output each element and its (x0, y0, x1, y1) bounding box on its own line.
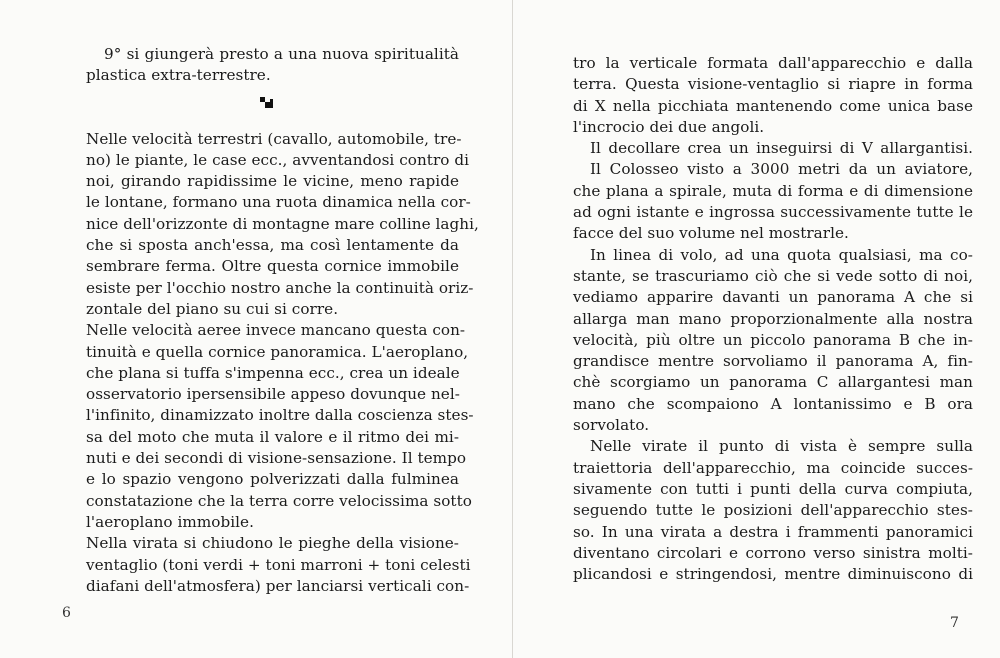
text-line: velocità, più oltre un piccolo panorama B che in- (573, 330, 973, 349)
text-line: mano che scompaiono A lontanissimo e B ora (573, 394, 973, 413)
text-line: sorvolato. (573, 416, 650, 435)
text-line: di X nella picchiata mantenendo come unica base (573, 96, 973, 115)
text-line: che plana si tuffa s'impenna ecc., crea un ideale (86, 363, 460, 382)
text-line: le lontane, formano una ruota dinamica nella cor- (86, 193, 471, 212)
text-line: Il decollare crea un inseguirsi di V allargantisi. (590, 139, 973, 158)
text-line: sembrare ferma. Oltre questa cornice immobile (86, 257, 459, 276)
text-line: e lo spazio vengono polverizzati dalla fulminea (86, 470, 459, 489)
text-line: l'infinito, dinamizzato inoltre dalla coscienza stes- (86, 406, 474, 425)
text-line: terra. Questa visione-ventaglio si riapre in forma (573, 75, 973, 94)
text-line: diventano circolari e corrono verso sinistra molti- (573, 543, 973, 562)
text-line: sivamente con tutti i punti della curva compiuta, (573, 479, 973, 498)
text-line: no) le piante, le case ecc., avventandosi contro di (86, 150, 470, 169)
text-line: nuti e dei secondi di visione-sensazione. Il tempo (86, 449, 467, 468)
text-line: tinuità e quella cornice panoramica. L'aeroplano, (86, 342, 469, 361)
text-line: stante, se trascuriamo ciò che si vede sotto di noi, (573, 266, 973, 285)
text-line: nice dell'orizzonte di montagne mare colline laghi, (86, 214, 479, 233)
text-line: seguendo tutte le posizioni dell'apparecchio stes- (573, 501, 973, 520)
text-line: l'aeroplano immobile. (86, 512, 254, 531)
text-line: sa del moto che muta il valore e il ritmo dei mi- (86, 427, 459, 446)
text-line: ad ogni istante e ingrossa successivamente tutte le (573, 203, 973, 222)
text-line: esiste per l'occhio nostro anche la continuità oriz- (86, 278, 474, 297)
right-page (512, 0, 1000, 658)
text-line: zontale del piano su cui si corre. (86, 299, 339, 318)
text-line: Il Colosseo visto a 3000 metri da un aviatore, (590, 160, 973, 179)
text-line: facce del suo volume nel mostrarle. (573, 224, 849, 243)
text-line: plastica extra-terrestre. (86, 66, 271, 85)
text-line: Nelle velocità aeree invece mancano questa con- (86, 321, 466, 340)
text-line: constatazione che la terra corre velocissima sotto (86, 491, 472, 510)
page-number: 7 (950, 615, 959, 631)
text-line: Nelle velocità terrestri (cavallo, automobile, tre- (86, 129, 462, 148)
text-line: tro la verticale formata dall'apparecchio e dalla (573, 54, 973, 72)
text-line: che si sposta anch'essa, ma così lentamente da (86, 236, 459, 255)
text-line: che plana a spirale, muta di forma e di dimensione (573, 181, 973, 200)
text-line: so. In una virata a destra i frammenti panoramici (573, 522, 973, 541)
text-line: Nelle virate il punto di vista è sempre sulla (590, 437, 973, 456)
text-line: In linea di volo, ad una quota qualsiasi, ma co- (590, 245, 973, 264)
text-line: osservatorio ipersensibile appeso dovunque nel- (86, 385, 460, 404)
ornament-icon (260, 97, 276, 109)
left-page-text (86, 44, 479, 597)
text-line: grandisce mentre sorvoliamo il panorama A, fin- (573, 352, 973, 371)
text-line: allarga man mano proporzionalmente alla nostra (573, 309, 973, 328)
text-line: vediamo apparire davanti un panorama A che si (573, 288, 973, 307)
section-ornament (86, 87, 459, 129)
text-line: l'incrocio dei due angoli. (573, 117, 765, 136)
text-line: noi, girando rapidissime le vicine, meno rapide (86, 172, 459, 191)
text-line: ventaglio (toni verdi + toni marroni + toni celesti (86, 555, 471, 574)
text-line: traiettoria dell'apparecchio, ma coincide succes- (573, 458, 973, 477)
text-line: Nella virata si chiudono le pieghe della visione- (86, 534, 459, 553)
text-line: 9° si giungerà presto a una nuova spiritualità (104, 45, 459, 63)
text-line: chè scorgiamo un panorama C allargantesi man (573, 373, 973, 392)
right-page-text (573, 53, 973, 585)
page-number: 6 (62, 605, 71, 621)
text-line: diafani dell'atmosfera) per lanciarsi verticali con- (86, 576, 470, 595)
text-line: plicandosi e stringendosi, mentre diminuiscono di (573, 565, 973, 584)
